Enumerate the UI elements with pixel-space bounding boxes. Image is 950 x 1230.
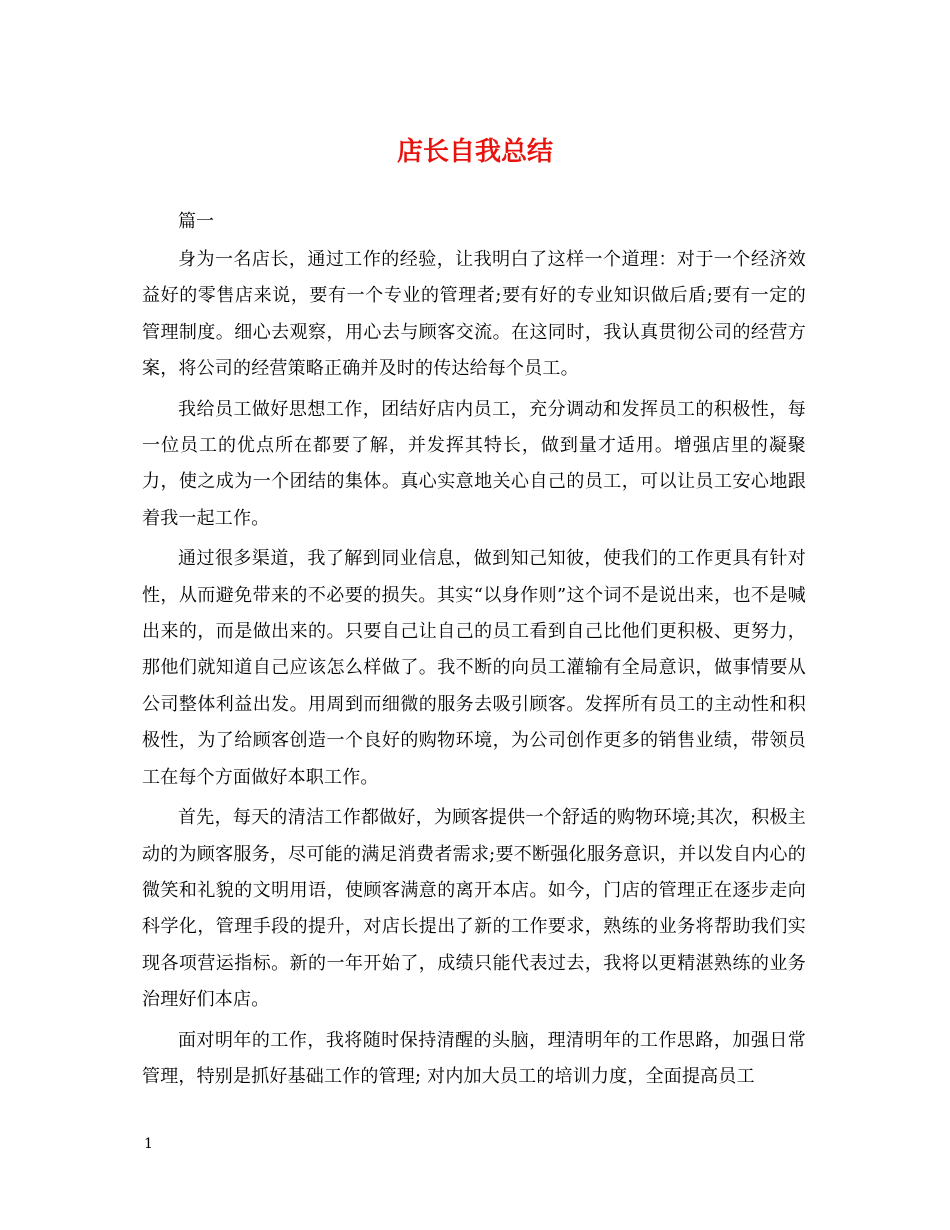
paragraph-2: 我给员工做好思想工作，团结好店内员工，充分调动和发挥员工的积极性，每一位员工的优点所在都要了解，并发挥其特长，做到量才适用。增强店里的凝聚力，使之成为一个团结的集体。真心实意地关心自己的员工，可以让员工安心地跟着我一起工作。 xyxy=(142,398,806,529)
paragraph-1: 身为一名店长，通过工作的经验，让我明白了这样一个道理：对于一个经济效益好的零售店来说，要有一个专业的管理者;要有好的专业知识做后盾;要有一定的管理制度。细心去观察，用心去与顾客交流。在这同时，我认真贯彻公司的经营方案，将公司的经营策略正确并及时的传达给每个员工。 xyxy=(142,249,806,380)
page-title: 店长自我总结 xyxy=(396,137,553,167)
paragraph-4: 首先，每天的清洁工作都做好，为顾客提供一个舒适的购物环境;其次，积极主动的为顾客服务，尽可能的满足消费者需求;要不断强化服务意识，并以发自内心的微笑和礼貌的文明用语，使顾客满意的离开本店。如今，门店的管理正在逐步走向科学化，管理手段的提升，对店长提出了新的工作要求，熟练的业务将帮助我们实现各项营运指标。新的一年开始了，成绩只能代表过去，我将以更精湛熟练的业务治理好们本店。 xyxy=(142,807,806,1011)
section-label: 篇一 xyxy=(178,211,214,232)
paragraph-3: 通过很多渠道，我了解到同业信息，做到知己知彼，使我们的工作更具有针对性，从而避免带来的不必要的损失。其实“以身作则”这个词不是说出来，也不是喊出来的，而是做出来的。只要自己让自己的员工看到自己比他们更积极、更努力，那他们就知道自己应该怎么样做了。我不断的向员工灌输有全局意识，做事情要从公司整体利益出发。用周到而细微的服务去吸引顾客。发挥所有员工的主动性和积极性，为了给顾客创造一个良好的购物环境，为公司创作更多的销售业绩，带领员工在每个方面做好本职工作。 xyxy=(142,548,806,788)
paragraph-5: 面对明年的工作，我将随时保持清醒的头脑，理清明年的工作思路，加强日常管理，特别是抓好基础工作的管理; 对内加大员工的培训力度，全面提高员工 xyxy=(142,1029,806,1087)
page-number: 1 xyxy=(144,1136,153,1152)
document-body xyxy=(142,204,806,1099)
